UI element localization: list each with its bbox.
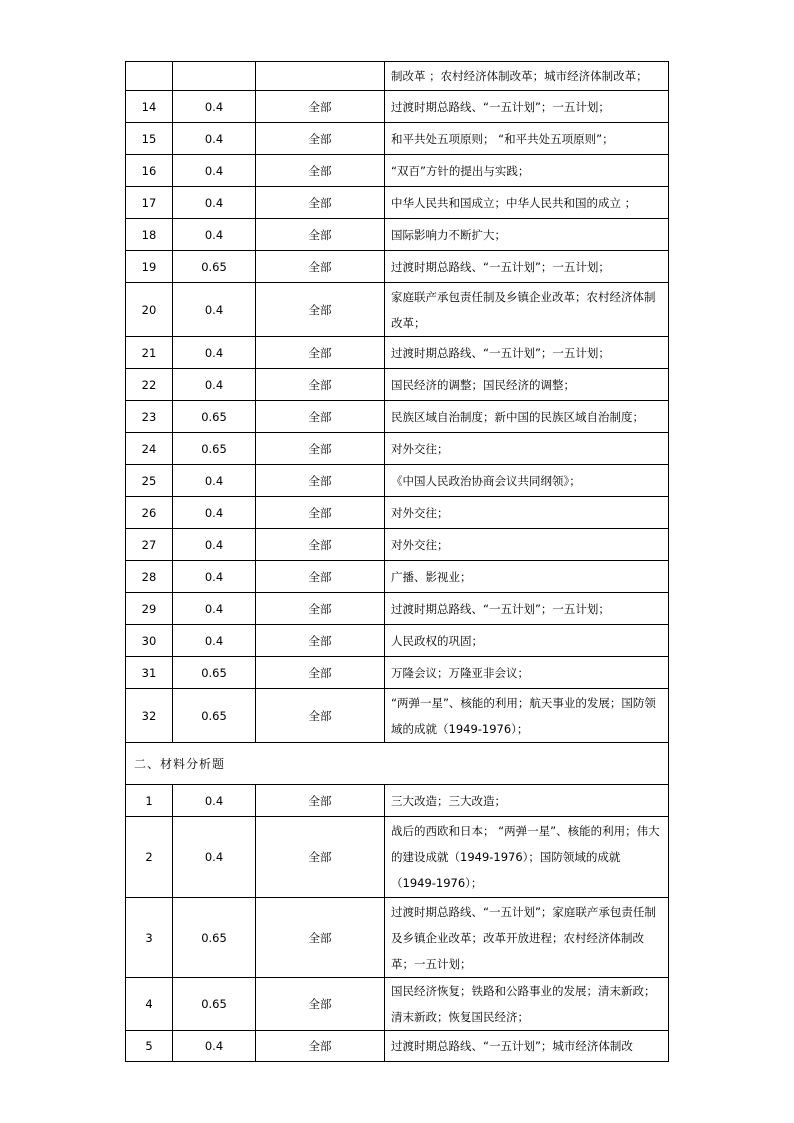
- score-cell: 0.4: [173, 561, 256, 593]
- question-number-cell: 19: [126, 251, 173, 283]
- table-row: [126, 155, 669, 187]
- scope-cell: 全部: [256, 657, 385, 689]
- scope-cell: 全部: [256, 187, 385, 219]
- knowledge-point-cell: 和平共处五项原则； “和平共处五项原则”；: [385, 123, 669, 155]
- question-number-cell: 15: [126, 123, 173, 155]
- table-row: [126, 1031, 669, 1062]
- score-cell: 0.4: [173, 123, 256, 155]
- table-row: [126, 898, 669, 978]
- score-cell: 0.4: [173, 337, 256, 369]
- table-row: [126, 433, 669, 465]
- knowledge-point-cell: 对外交往；: [385, 497, 669, 529]
- question-number-cell: 24: [126, 433, 173, 465]
- score-cell: 0.65: [173, 898, 256, 978]
- knowledge-point-cell: 国民经济的调整；国民经济的调整；: [385, 369, 669, 401]
- question-number-cell: 17: [126, 187, 173, 219]
- score-cell: 0.65: [173, 251, 256, 283]
- knowledge-point-cell: 对外交往；: [385, 529, 669, 561]
- knowledge-point-cell: 民族区域自治制度；新中国的民族区域自治制度；: [385, 401, 669, 433]
- question-number-cell: 14: [126, 91, 173, 123]
- knowledge-point-cell: “两弹一星”、核能的利用；航天事业的发展；国防领域的成就（1949-1976）；: [385, 689, 669, 743]
- table-row: [126, 657, 669, 689]
- knowledge-point-cell: 过渡时期总路线、“一五计划”；一五计划；: [385, 251, 669, 283]
- scope-cell: 全部: [256, 817, 385, 898]
- scope-cell: 全部: [256, 465, 385, 497]
- table-row: [126, 219, 669, 251]
- score-cell: 0.4: [173, 283, 256, 337]
- scope-cell: [256, 62, 385, 91]
- knowledge-point-cell: 家庭联产承包责任制及乡镇企业改革；农村经济体制改革；: [385, 283, 669, 337]
- table-row: [126, 625, 669, 657]
- question-number-cell: 27: [126, 529, 173, 561]
- knowledge-point-cell: 广播、影视业；: [385, 561, 669, 593]
- knowledge-point-cell: 过渡时期总路线、“一五计划”；家庭联产承包责任制及乡镇企业改革；改革开放进程；农村经济体制改革；一五计划；: [385, 898, 669, 978]
- knowledge-point-cell: 中华人民共和国成立；中华人民共和国的成立 ；: [385, 187, 669, 219]
- scope-cell: 全部: [256, 433, 385, 465]
- table-row: [126, 529, 669, 561]
- scope-cell: 全部: [256, 785, 385, 817]
- knowledge-point-cell: 战后的西欧和日本； “两弹一星”、核能的利用；伟大的建设成就（1949-1976）；国防领域的成就（1949-1976）；: [385, 817, 669, 898]
- score-cell: 0.65: [173, 689, 256, 743]
- score-cell: 0.4: [173, 1031, 256, 1062]
- question-number-cell: 32: [126, 689, 173, 743]
- table-row: [126, 337, 669, 369]
- table-row: [126, 817, 669, 898]
- score-cell: 0.4: [173, 785, 256, 817]
- scope-cell: 全部: [256, 625, 385, 657]
- objective-questions-body: [126, 62, 669, 743]
- score-cell: 0.4: [173, 593, 256, 625]
- knowledge-point-cell: 过渡时期总路线、“一五计划”；一五计划；: [385, 91, 669, 123]
- knowledge-point-cell: 过渡时期总路线、“一五计划”；一五计划；: [385, 337, 669, 369]
- question-number-cell: 26: [126, 497, 173, 529]
- knowledge-point-cell: 人民政权的巩固；: [385, 625, 669, 657]
- section-row: [126, 743, 669, 785]
- score-cell: 0.4: [173, 91, 256, 123]
- table-row: [126, 785, 669, 817]
- score-cell: 0.65: [173, 433, 256, 465]
- scope-cell: 全部: [256, 369, 385, 401]
- question-number-cell: 16: [126, 155, 173, 187]
- question-number-cell: 22: [126, 369, 173, 401]
- question-number-cell: 21: [126, 337, 173, 369]
- score-cell: 0.65: [173, 978, 256, 1031]
- question-number-cell: 25: [126, 465, 173, 497]
- question-number-cell: 5: [126, 1031, 173, 1062]
- table-row: [126, 465, 669, 497]
- score-cell: 0.4: [173, 817, 256, 898]
- question-number-cell: 3: [126, 898, 173, 978]
- scope-cell: 全部: [256, 898, 385, 978]
- question-number-cell: 20: [126, 283, 173, 337]
- question-number-cell: 4: [126, 978, 173, 1031]
- table-row: [126, 283, 669, 337]
- question-number-cell: 18: [126, 219, 173, 251]
- knowledge-point-cell: “双百”方针的提出与实践；: [385, 155, 669, 187]
- scope-cell: 全部: [256, 219, 385, 251]
- score-cell: 0.4: [173, 465, 256, 497]
- scope-cell: 全部: [256, 251, 385, 283]
- score-cell: [173, 62, 256, 91]
- score-cell: 0.4: [173, 529, 256, 561]
- score-cell: 0.65: [173, 657, 256, 689]
- score-cell: 0.4: [173, 625, 256, 657]
- material-analysis-body: [126, 785, 669, 1062]
- knowledge-point-cell: 对外交往；: [385, 433, 669, 465]
- scope-cell: 全部: [256, 978, 385, 1031]
- section-title: 二、材料分析题: [126, 743, 669, 785]
- knowledge-point-cell: 万隆会议；万隆亚非会议；: [385, 657, 669, 689]
- question-number-cell: 31: [126, 657, 173, 689]
- question-number-cell: 28: [126, 561, 173, 593]
- knowledge-point-cell: 过渡时期总路线、“一五计划”；一五计划；: [385, 593, 669, 625]
- table-row: [126, 369, 669, 401]
- table-row: [126, 401, 669, 433]
- question-number-cell: 2: [126, 817, 173, 898]
- knowledge-point-cell: 国际影响力不断扩大；: [385, 219, 669, 251]
- knowledge-point-cell: 国民经济恢复；铁路和公路事业的发展；清末新政；清末新政；恢复国民经济；: [385, 978, 669, 1031]
- question-number-cell: 1: [126, 785, 173, 817]
- scope-cell: 全部: [256, 1031, 385, 1062]
- table-row: [126, 251, 669, 283]
- scope-cell: 全部: [256, 155, 385, 187]
- answer-table: [125, 61, 669, 1062]
- score-cell: 0.4: [173, 155, 256, 187]
- scope-cell: 全部: [256, 593, 385, 625]
- knowledge-point-cell: 《中国人民政治协商会议共同纲领》；: [385, 465, 669, 497]
- scope-cell: 全部: [256, 401, 385, 433]
- scope-cell: 全部: [256, 561, 385, 593]
- table-row: [126, 978, 669, 1031]
- table-row: [126, 62, 669, 91]
- score-cell: 0.65: [173, 401, 256, 433]
- question-number-cell: [126, 62, 173, 91]
- question-number-cell: 23: [126, 401, 173, 433]
- section-header-body: [126, 743, 669, 785]
- question-number-cell: 30: [126, 625, 173, 657]
- score-cell: 0.4: [173, 497, 256, 529]
- scope-cell: 全部: [256, 283, 385, 337]
- table-row: [126, 689, 669, 743]
- table-row: [126, 91, 669, 123]
- knowledge-point-cell: 过渡时期总路线、“一五计划”；城市经济体制改: [385, 1031, 669, 1062]
- score-cell: 0.4: [173, 187, 256, 219]
- scope-cell: 全部: [256, 91, 385, 123]
- scope-cell: 全部: [256, 689, 385, 743]
- scope-cell: 全部: [256, 497, 385, 529]
- scope-cell: 全部: [256, 123, 385, 155]
- table-row: [126, 123, 669, 155]
- knowledge-point-cell: 三大改造；三大改造；: [385, 785, 669, 817]
- table-row: [126, 593, 669, 625]
- table-row: [126, 497, 669, 529]
- knowledge-point-cell: 制改革 ；农村经济体制改革；城市经济体制改革；: [385, 62, 669, 91]
- score-cell: 0.4: [173, 219, 256, 251]
- table-row: [126, 561, 669, 593]
- table-row: [126, 187, 669, 219]
- score-cell: 0.4: [173, 369, 256, 401]
- scope-cell: 全部: [256, 337, 385, 369]
- question-number-cell: 29: [126, 593, 173, 625]
- scope-cell: 全部: [256, 529, 385, 561]
